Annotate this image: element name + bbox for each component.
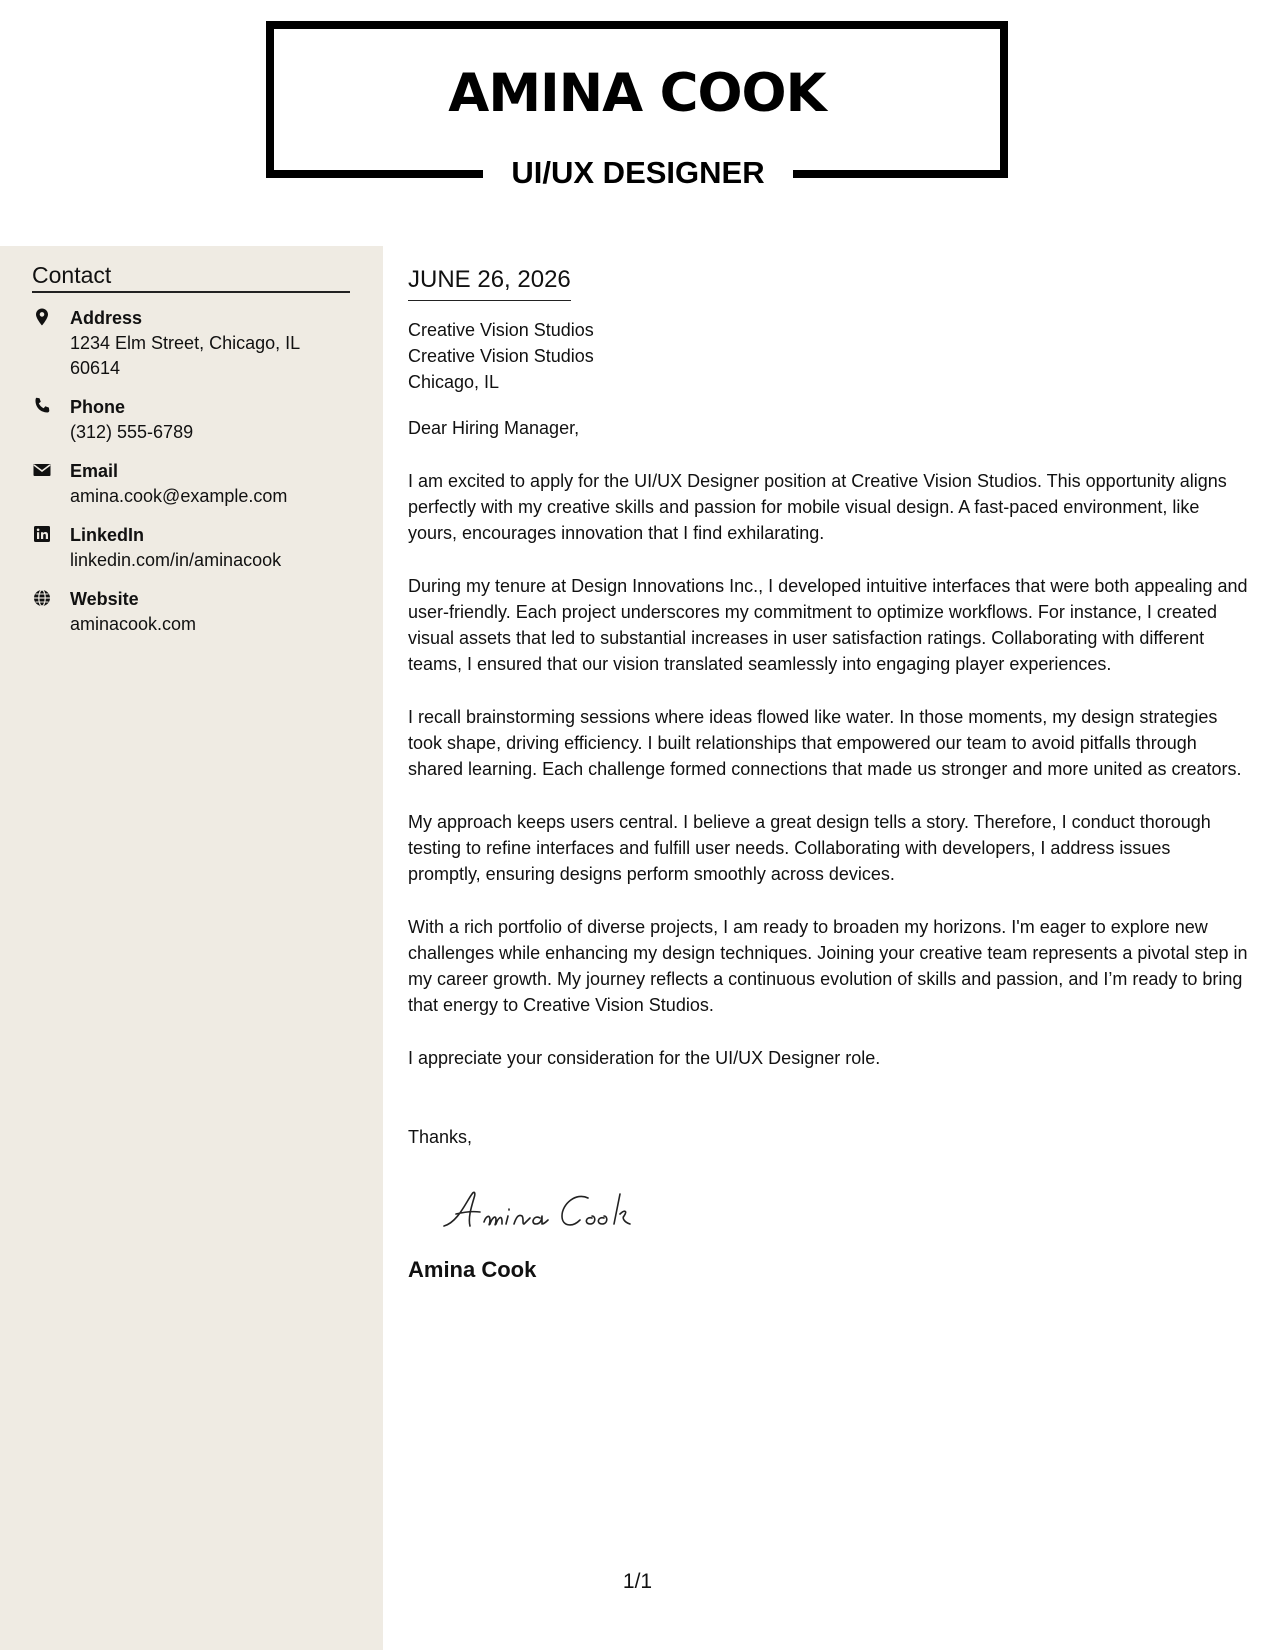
- recipient-block: [408, 317, 1248, 395]
- contact-item-address: [32, 306, 362, 381]
- signature-image: [438, 1184, 668, 1240]
- body-paragraph: I appreciate your consideration for the UI/UX Designer role.: [408, 1048, 881, 1068]
- email-value: amina.cook@example.com: [70, 486, 288, 506]
- phone-icon: [32, 396, 52, 416]
- contact-label: LinkedIn: [70, 525, 145, 545]
- contact-label: Address: [70, 308, 143, 328]
- globe-icon: [32, 588, 52, 608]
- envelope-icon: [32, 460, 52, 480]
- recipient-company: Creative Vision Studios: [408, 320, 594, 340]
- contact-label: Phone: [70, 397, 126, 417]
- contact-item-phone: [32, 395, 362, 445]
- linkedin-value: linkedin.com/in/aminacook: [70, 550, 282, 570]
- body-paragraph: I recall brainstorming sessions where ideas flowed like water. In those moments, my design strategies took shape, driving efficiency. I built relationships that empowered our team to avoid pitfalls through shared learning. Each challenge formed connections that made us stronger and more united as creators.: [408, 707, 1242, 779]
- contact-heading: Contact: [32, 262, 350, 293]
- contact-item-email: [32, 459, 362, 509]
- contact-item-website: [32, 587, 362, 637]
- job-title: UI/UX DESIGNER: [483, 150, 793, 196]
- closing: Thanks,: [408, 1127, 473, 1147]
- salutation: Dear Hiring Manager,: [408, 418, 580, 438]
- body-paragraph: With a rich portfolio of diverse projects, I am ready to broaden my horizons. I'm eager to explore new challenges while enhancing my design techniques. Joining your creative team represents a pivotal step in my career growth. My journey reflects a continuous evolution of skills and passion, and I’m ready to bring that energy to Creative Vision Studios.: [408, 917, 1248, 1015]
- contact-label: Email: [70, 461, 119, 481]
- contact-item-linkedin: [32, 523, 362, 573]
- contact-list: [32, 306, 362, 651]
- contact-sidebar: [0, 246, 383, 1650]
- address-value: 1234 Elm Street, Chicago, IL 60614: [70, 333, 300, 378]
- recipient-company-line2: Creative Vision Studios: [408, 346, 594, 366]
- contact-label: Website: [70, 589, 139, 609]
- letter-body: [408, 264, 1248, 1283]
- location-pin-icon: [32, 307, 52, 327]
- page-number: 1/1: [622, 1570, 653, 1593]
- body-paragraph: My approach keeps users central. I believe a great design tells a story. Therefore, I conduct thorough testing to refine interfaces and fulfill user needs. Collaborating with developers, I address issues promptly, ensuring designs perform smoothly across devices.: [408, 812, 1211, 884]
- candidate-name: AMINA COOK: [448, 63, 826, 124]
- body-paragraph: I am excited to apply for the UI/UX Designer position at Creative Vision Studios. This opportunity aligns perfectly with my creative skills and passion for mobile visual design. A fast-paced environment, like yours, encourages innovation that I find exhilarating.: [408, 471, 1227, 543]
- website-value: aminacook.com: [70, 614, 197, 634]
- phone-value: (312) 555-6789: [70, 422, 194, 442]
- letter-date: JUNE 26, 2026: [408, 264, 571, 301]
- recipient-location: Chicago, IL: [408, 372, 500, 392]
- signer-name: Amina Cook: [408, 1257, 537, 1282]
- body-paragraph: During my tenure at Design Innovations Inc., I developed intuitive interfaces that were both appealing and user-friendly. Each project underscores my commitment to optimize workflows. For instance, I created visual assets that led to substantial increases in user satisfaction ratings. Collaborating with different teams, I ensured that our vision translated seamlessly into engaging player experiences.: [408, 576, 1248, 674]
- linkedin-icon: [32, 524, 52, 544]
